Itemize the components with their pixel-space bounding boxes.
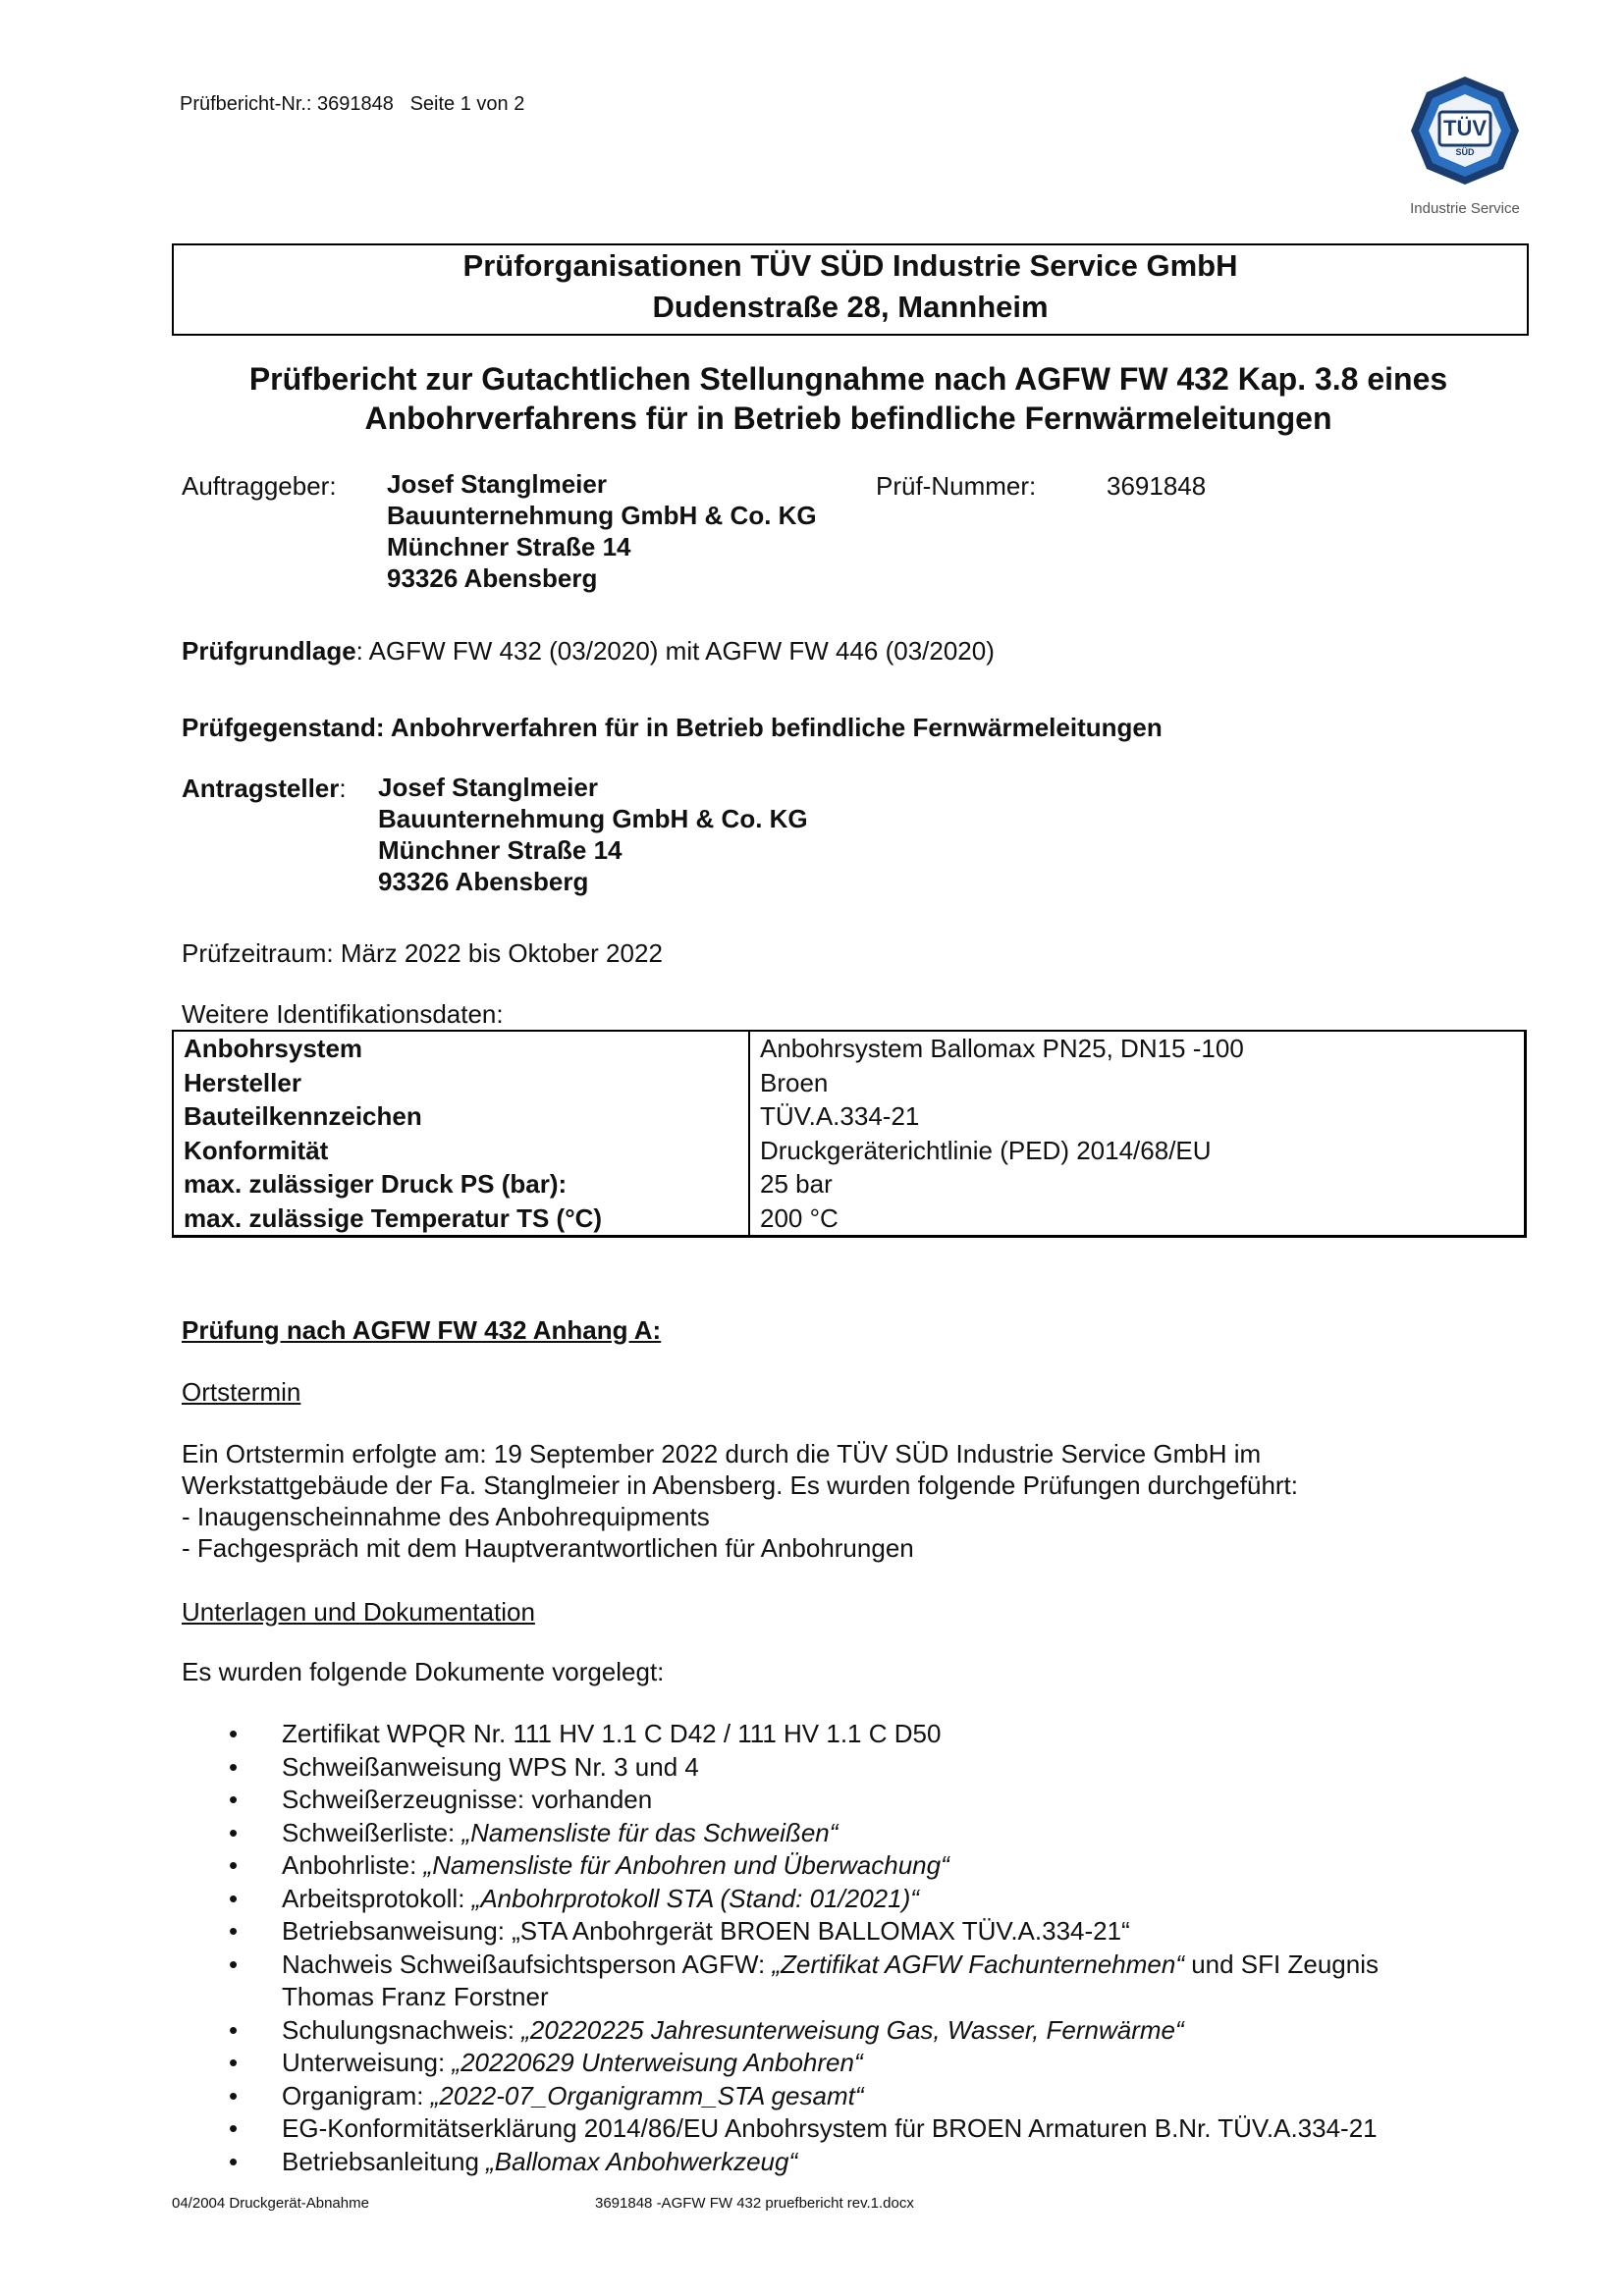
list-item: • Nachweis Schweißaufsichtsperson AGFW: „Zertifikat AGFW Fachunternehmen“ und SFI Zeugnis Thomas Franz Forstner bbox=[229, 1949, 1379, 2011]
test-basis-text: : AGFW FW 432 (03/2020) mit AGFW FW 446 (03/2020) bbox=[355, 636, 995, 666]
onsite-line: Ein Ortstermin erfolgte am: 19 September 2022 durch die TÜV SÜD Industrie Service GmbH im bbox=[182, 1439, 1262, 1468]
client-line: Josef Stanglmeier bbox=[387, 469, 607, 499]
list-item: • EG-Konformitätserklärung 2014/86/EU Anbohrsystem für BROEN Armaturen B.Nr. TÜV.A.334-21 bbox=[182, 2112, 1517, 2146]
client-label: Auftraggeber: bbox=[182, 471, 337, 501]
ident-key: Konformität bbox=[173, 1134, 749, 1168]
table-row bbox=[173, 1134, 1526, 1168]
footer-left: 04/2004 Druckgerät-Abnahme bbox=[172, 2195, 369, 2212]
list-item: • Betriebsanweisung: „STA Anbohrgerät BROEN BALLOMAX TÜV.A.334-21“ bbox=[182, 1915, 1517, 1949]
bullet-icon: • bbox=[229, 1751, 239, 1782]
bullet-icon: • bbox=[229, 2080, 239, 2110]
onsite-line: - Fachgespräch mit dem Hauptverantwortlichen für Anbohrungen bbox=[182, 1533, 914, 1563]
bullet-icon: • bbox=[229, 2014, 239, 2045]
title-line-1: Prüfbericht zur Gutachtlichen Stellungnahme nach AGFW FW 432 Kap. 3.8 eines bbox=[248, 361, 1448, 397]
client-line: Bauunternehmung GmbH & Co. KG bbox=[387, 501, 817, 530]
ident-value: TÜV.A.334-21 bbox=[760, 1101, 920, 1131]
organisation-name: Prüforganisationen TÜV SÜD Industrie Service GmbH bbox=[462, 248, 1238, 283]
ident-value: Anbohrsystem Ballomax PN25, DN15 -100 bbox=[760, 1034, 1244, 1063]
ident-key: Bauteilkennzeichen bbox=[173, 1099, 749, 1134]
applicant-line: Münchner Straße 14 bbox=[378, 835, 623, 865]
onsite-line: - Inaugenscheinnahme des Anbohrequipments bbox=[182, 1502, 710, 1531]
bullet-icon: • bbox=[229, 2048, 239, 2077]
ident-key: max. zulässige Temperatur TS (°C) bbox=[173, 1201, 749, 1237]
client-line: Münchner Straße 14 bbox=[387, 532, 631, 561]
ident-key: Anbohrsystem bbox=[173, 1031, 749, 1066]
test-basis bbox=[182, 636, 995, 667]
tuv-sud-logo bbox=[1406, 73, 1524, 220]
report-title bbox=[172, 359, 1525, 438]
table-row bbox=[173, 1167, 1526, 1201]
list-item: • Schweißerliste: „Namensliste für das Schweißen“ bbox=[182, 1817, 1517, 1850]
tuv-octagon-icon bbox=[1406, 73, 1524, 195]
ident-key: Hersteller bbox=[173, 1066, 749, 1100]
ident-key: max. zulässiger Druck PS (bar): bbox=[173, 1167, 749, 1201]
bullet-icon: • bbox=[229, 1785, 239, 1814]
report-reference: Prüfbericht-Nr.: 3691848 Seite 1 von 2 bbox=[180, 93, 525, 115]
bullet-icon: • bbox=[229, 1916, 239, 1946]
table-row bbox=[173, 1031, 1526, 1066]
organisation-box bbox=[172, 243, 1529, 336]
client-line: 93326 Abensberg bbox=[387, 563, 598, 593]
list-item: • Zertifikat WPQR Nr. 111 HV 1.1 C D42 / 111 HV 1.1 C D50 bbox=[182, 1718, 1517, 1751]
applicant-line: Bauunternehmung GmbH & Co. KG bbox=[378, 804, 808, 833]
logo-brand: TÜV bbox=[1443, 116, 1487, 140]
list-item: • Schulungsnachweis: „20220225 Jahresunterweisung Gas, Wasser, Fernwärme“ bbox=[182, 2014, 1517, 2048]
applicant-label: Antragsteller: bbox=[182, 774, 347, 803]
list-item: • Organigram: „2022-07_Organigramm_STA gesamt“ bbox=[182, 2080, 1517, 2113]
identification-table bbox=[172, 1030, 1527, 1238]
section-heading: Prüfung nach AGFW FW 432 Anhang A: bbox=[182, 1315, 662, 1345]
table-row bbox=[173, 1066, 1526, 1100]
list-item: • Schweißanweisung WPS Nr. 3 und 4 bbox=[182, 1751, 1517, 1785]
list-item: • Anbohrliste: „Namensliste für Anbohren und Überwachung“ bbox=[182, 1849, 1517, 1883]
list-item: • Unterweisung: „20220629 Unterweisung Anbohren“ bbox=[182, 2047, 1517, 2080]
test-subject: Prüfgegenstand: Anbohrverfahren für in Betrieb befindliche Fernwärmeleitungen bbox=[182, 713, 1163, 742]
logo-caption: Industrie Service bbox=[1410, 200, 1520, 217]
onsite-line: Werkstattgebäude der Fa. Stanglmeier in Abensberg. Es wurden folgende Prüfungen durchgeführt: bbox=[182, 1470, 1299, 1500]
client-address bbox=[387, 468, 817, 594]
test-basis-label: Prüfgrundlage bbox=[182, 636, 356, 666]
title-line-2: Anbohrverfahrens für in Betrieb befindliche Fernwärmeleitungen bbox=[364, 400, 1332, 436]
bullet-icon: • bbox=[229, 1883, 239, 1913]
logo-sub: SÜD bbox=[1455, 147, 1475, 157]
table-row bbox=[173, 1201, 1526, 1237]
docs-heading: Unterlagen und Dokumentation bbox=[182, 1597, 535, 1627]
organisation-address: Dudenstraße 28, Mannheim bbox=[652, 290, 1049, 324]
bullet-icon: • bbox=[229, 1850, 239, 1880]
bullet-icon: • bbox=[229, 2146, 239, 2176]
table-row bbox=[173, 1099, 1526, 1134]
footer-right: 3691848 -AGFW FW 432 pruefbericht rev.1.docx bbox=[595, 2195, 914, 2212]
applicant-address bbox=[378, 772, 808, 897]
ident-value: Druckgeräterichtlinie (PED) 2014/68/EU bbox=[760, 1135, 1212, 1165]
test-period: Prüfzeitraum: März 2022 bis Oktober 2022 bbox=[182, 938, 663, 968]
bullet-icon: • bbox=[229, 1719, 239, 1748]
list-item: • Arbeitsprotokoll: „Anbohrprotokoll STA (Stand: 01/2021)“ bbox=[182, 1883, 1517, 1916]
test-number-label: Prüf-Nummer: bbox=[876, 471, 1037, 501]
bullet-icon: • bbox=[229, 1949, 239, 1979]
test-number: 3691848 bbox=[1107, 471, 1207, 501]
list-item: • Betriebsanleitung „Ballomax Anbohwerkzeug“ bbox=[182, 2146, 1517, 2179]
applicant-line: Josef Stanglmeier bbox=[378, 773, 598, 802]
identification-caption: Weitere Identifikationsdaten: bbox=[182, 999, 504, 1029]
ident-value: Broen bbox=[760, 1067, 829, 1097]
ident-value: 25 bar bbox=[760, 1169, 833, 1199]
docs-intro: Es wurden folgende Dokumente vorgelegt: bbox=[182, 1657, 665, 1686]
bullet-icon: • bbox=[229, 1817, 239, 1847]
ident-value: 200 °C bbox=[760, 1202, 839, 1233]
bullet-icon: • bbox=[229, 2113, 239, 2143]
applicant-line: 93326 Abensberg bbox=[378, 867, 589, 896]
documents-list bbox=[182, 1718, 1517, 2178]
onsite-heading: Ortstermin bbox=[182, 1377, 301, 1407]
onsite-paragraph bbox=[182, 1438, 1527, 1564]
list-item: • Schweißerzeugnisse: vorhanden bbox=[182, 1784, 1517, 1817]
